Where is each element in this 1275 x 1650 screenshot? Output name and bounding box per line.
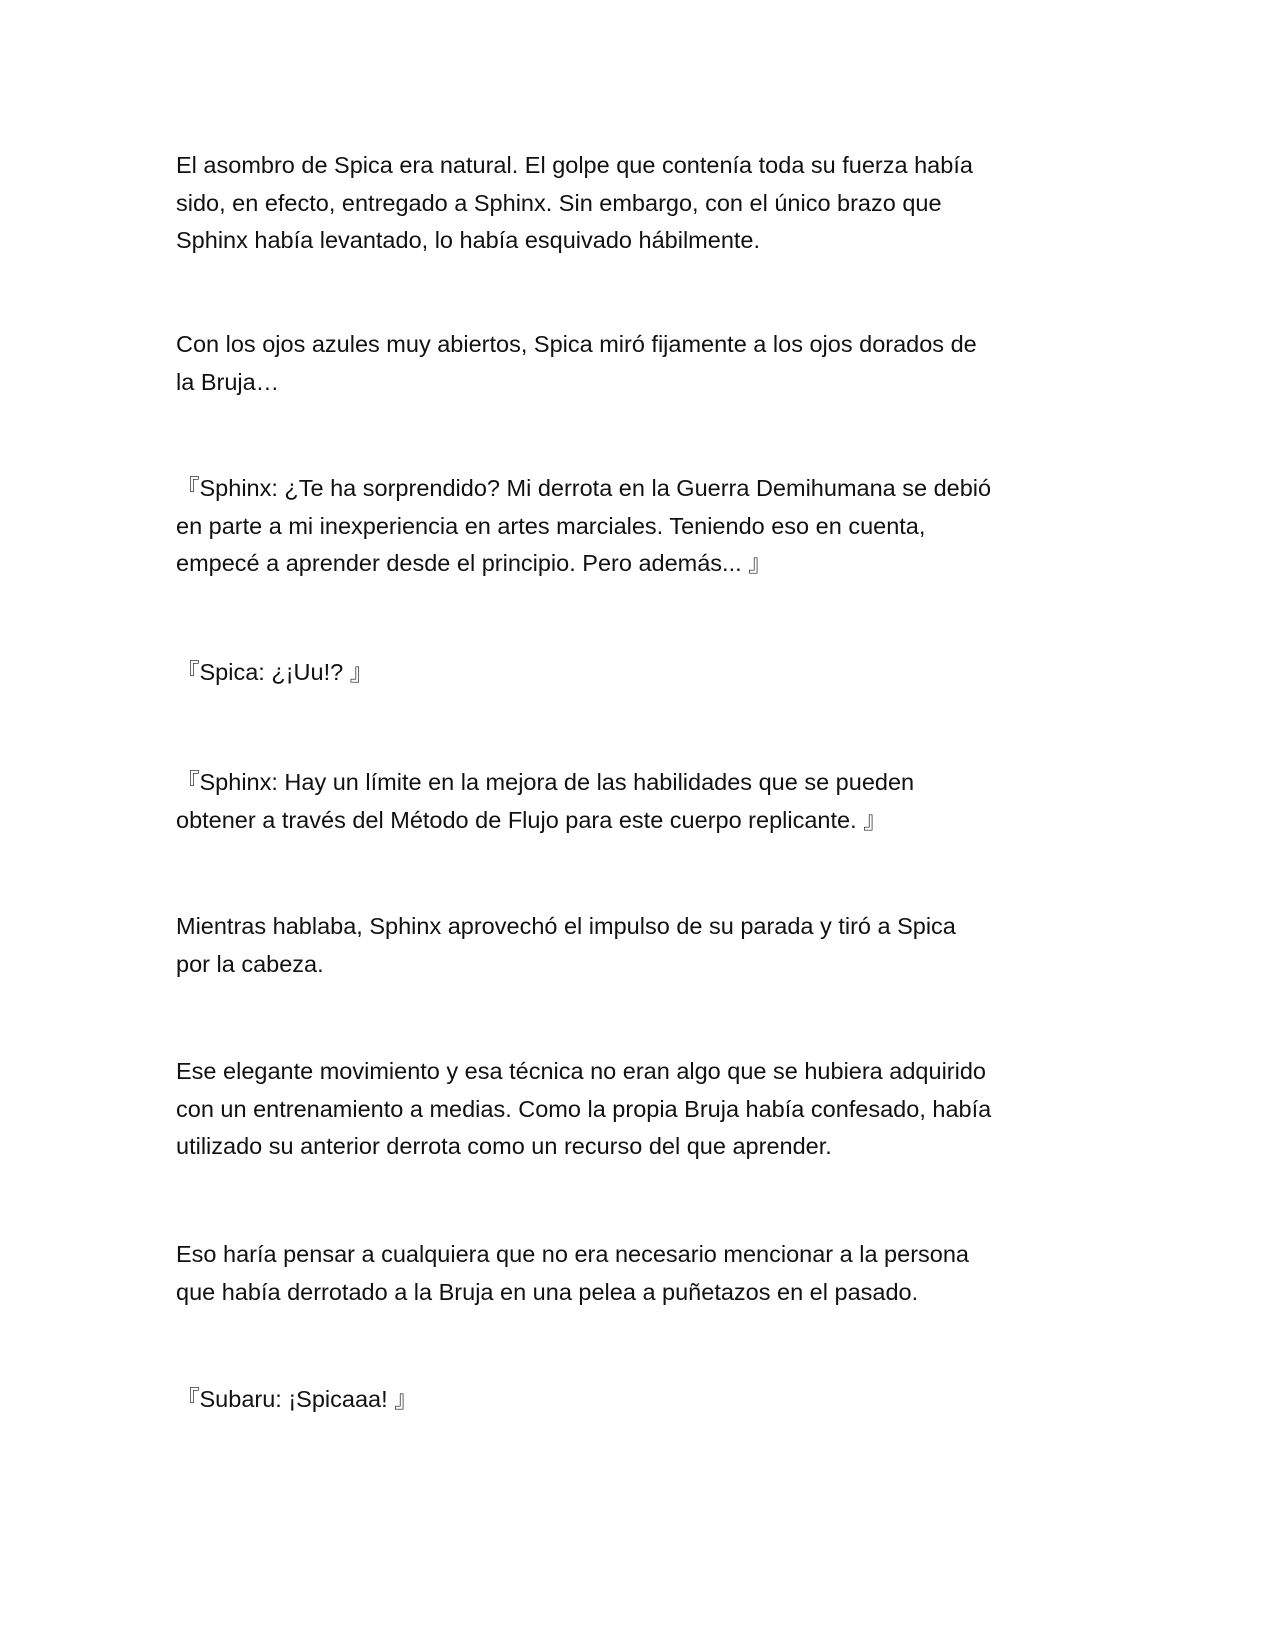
text-line: obtener a través del Método de Flujo para este cuerpo replicante. 』 (176, 806, 887, 833)
text-line: que había derrotado a la Bruja en una pelea a puñetazos en el pasado. (176, 1278, 919, 1305)
text-line: Mientras hablaba, Sphinx aprovechó el impulso de su parada y tiró a Spica (176, 913, 956, 939)
text-line: en parte a mi inexperiencia en artes marciales. Teniendo eso en cuenta, (176, 512, 926, 539)
text-line: sido, en efecto, entregado a Sphinx. Sin embargo, con el único brazo que (176, 189, 942, 216)
text-line: 『Spica: ¿¡Uu!? 』 (176, 659, 374, 685)
text-line: 『Sphinx: ¿Te ha sorprendido? Mi derrota en la Guerra Demihumana se debió (176, 475, 992, 501)
paragraph-4 (176, 1053, 1106, 1166)
text-line: El asombro de Spica era natural. El golpe que contenía toda su fuerza había (176, 152, 973, 178)
text-line: 『Subaru: ¡Spicaaa! 』 (176, 1386, 418, 1412)
text-line: por la cabeza. (176, 950, 324, 977)
text-line: Sphinx había levantado, lo había esquivado hábilmente. (176, 227, 761, 253)
dialogue-sphinx-2 (176, 764, 1106, 839)
text-line: la Bruja… (176, 368, 280, 395)
text-line: utilizado su anterior derrota como un recurso del que aprender. (176, 1133, 832, 1159)
text-line: Con los ojos azules muy abiertos, Spica miró fijamente a los ojos dorados de (176, 331, 977, 357)
text-line: con un entrenamiento a medias. Como la propia Bruja había confesado, había (176, 1095, 992, 1122)
paragraph-2 (176, 326, 1106, 401)
paragraph-5 (176, 1236, 1106, 1311)
dialogue-sphinx-1 (176, 470, 1106, 583)
paragraph-1 (176, 147, 1106, 260)
text-line: Eso haría pensar a cualquiera que no era necesario mencionar a la persona (176, 1241, 969, 1267)
paragraph-3 (176, 908, 1106, 983)
text-line: empecé a aprender desde el principio. Pero además... 』 (176, 550, 772, 576)
text-line: 『Sphinx: Hay un límite en la mejora de las habilidades que se pueden (176, 769, 915, 795)
dialogue-subaru (176, 1381, 1106, 1419)
dialogue-spica (176, 654, 1106, 692)
text-line: Ese elegante movimiento y esa técnica no eran algo que se hubiera adquirido (176, 1058, 986, 1084)
